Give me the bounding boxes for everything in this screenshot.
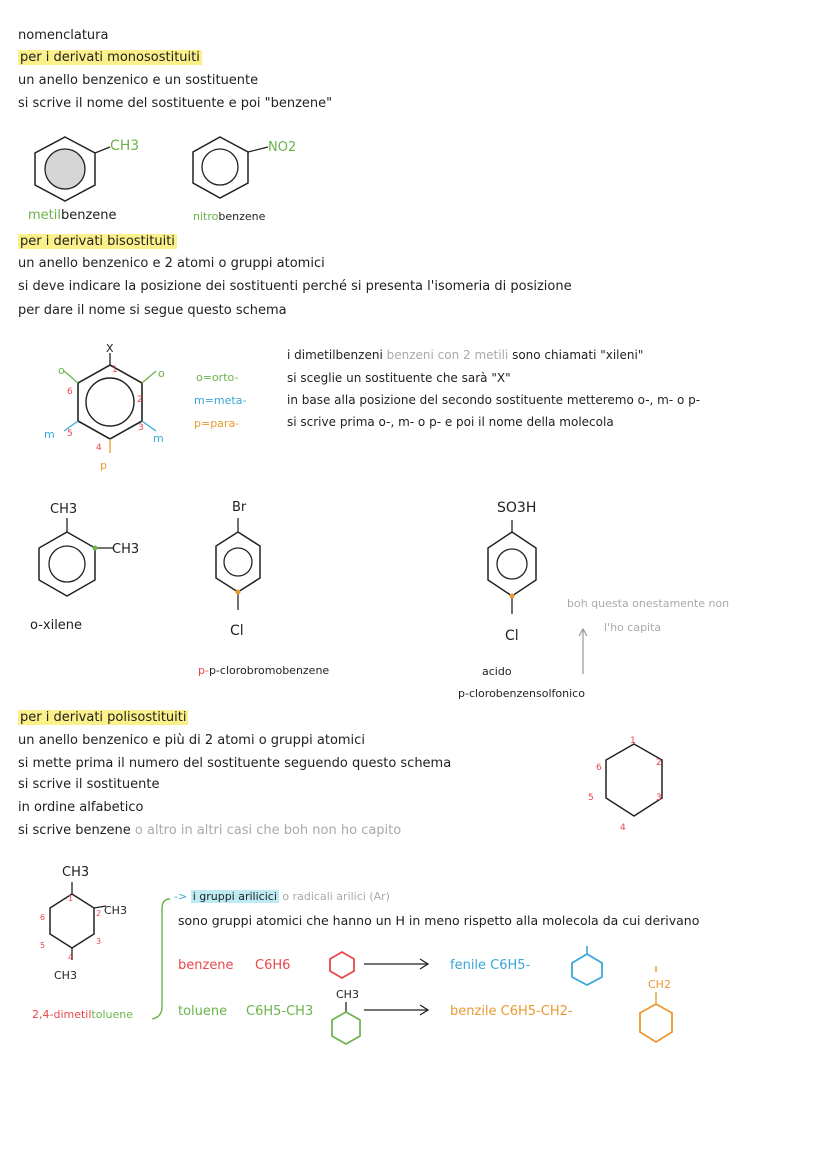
bromo-sub: Br [232, 500, 247, 515]
poly-line-5: si scrive benzene o altro in altri casi che boh non ho capito [18, 823, 402, 838]
hex-num-3: 3 [656, 793, 662, 803]
toluene-sub: CH3 [336, 988, 359, 1001]
dimetiltoluene-top-sub: CH3 [62, 865, 90, 880]
scheme-m-left: m [44, 428, 55, 441]
note-line-2: l'ho capita [604, 621, 662, 634]
fenile-name: fenile C6H5- [450, 958, 531, 973]
page-title: nomenclatura [18, 28, 109, 43]
scheme-num-5: 5 [67, 429, 73, 439]
hex-num-6: 6 [596, 763, 602, 773]
methyl-substituent: CH3 [110, 138, 140, 154]
benzile-sub: CH2 [648, 978, 671, 991]
ex-num-6: 6 [40, 913, 46, 922]
choose-x-line: si sceglie un sostituente che sarà "X" [287, 371, 511, 385]
legend-meta: m=meta- [194, 394, 247, 407]
toluene-name: toluene [178, 1004, 228, 1019]
scheme-num-1: 1 [112, 365, 118, 375]
scheme-num-3: 3 [138, 423, 144, 433]
name-pclorobenzensolfonico: p-clorobenzensolfonico [458, 687, 585, 700]
benzene-small-hexagon [326, 950, 358, 980]
name-nitrobenzene: nitrobenzene [193, 210, 266, 223]
benzene-formula: C6H6 [255, 958, 291, 973]
benzene-ring-methyl [30, 135, 110, 205]
write-prefix-line: si scrive prima o-, m- o p- e poi il nome della molecola [287, 415, 614, 429]
poly-line-1: un anello benzenico e più di 2 atomi o gruppi atomici [18, 733, 365, 748]
position-prefix-line: in base alla posizione del secondo sostituente metteremo o-, m- o p- [287, 393, 701, 407]
arrow-benzene-fenile [362, 957, 434, 971]
aryl-bracket [150, 895, 174, 1025]
dimetiltoluene-bottom-sub: CH3 [54, 969, 77, 982]
numbering-hexagon [596, 740, 676, 830]
scheme-num-4: 4 [96, 443, 102, 453]
scheme-o-left: o [58, 364, 65, 377]
xileni-line: i dimetilbenzeni benzeni con 2 metili sono chiamati "xileni" [287, 348, 644, 362]
oxilene-side-sub: CH3 [112, 542, 140, 557]
pclorobromo-ring [212, 518, 272, 618]
nitro-substituent: NO2 [268, 140, 297, 155]
section-mono-title: per i derivati monosostituiti [20, 50, 200, 65]
dimetiltoluene-ring [40, 882, 120, 962]
chloro-sub-2: Cl [505, 628, 519, 644]
scheme-m-right: m [153, 432, 164, 445]
benzile-hexagon [636, 966, 678, 1050]
name-dimetiltoluene: 2,4-dimetiltoluene [32, 1008, 133, 1021]
name-metilbenzene: metilbenzene [28, 208, 117, 223]
legend-orto: o=orto- [196, 371, 239, 384]
name-oxilene: o-xilene [30, 618, 83, 633]
scheme-x-label: X [106, 342, 114, 355]
ex-num-2: 2 [96, 909, 102, 918]
scheme-o-right: o [158, 367, 165, 380]
oxilene-ring [30, 518, 120, 598]
aryl-definition: sono gruppi atomici che hanno un H in meno rispetto alla molecola da cui derivano [178, 913, 700, 928]
mono-line-2: si scrive il nome del sostituente e poi "benzene" [18, 96, 333, 111]
legend-para: p=para- [194, 417, 240, 430]
ex-num-4: 4 [68, 953, 74, 962]
hex-num-4: 4 [620, 823, 626, 833]
benzene-ring-nitro [190, 135, 270, 205]
note-line-1: boh questa onestamente non [567, 597, 730, 610]
bi-line-1: un anello benzenico e 2 atomi o gruppi atomici [18, 256, 325, 271]
poly-line-4: in ordine alfabetico [18, 800, 144, 815]
hex-num-1: 1 [630, 736, 636, 746]
name-acido: acido [482, 665, 512, 678]
scheme-num-6: 6 [67, 387, 73, 397]
scheme-p-label: p [100, 459, 107, 472]
toluene-formula: C6H5-CH3 [246, 1004, 314, 1019]
sulfonic-ring [484, 520, 544, 620]
benzile-name: benzile C6H5-CH2- [450, 1004, 573, 1019]
bi-line-2: si deve indicare la posizione dei sostituenti perché si presenta l'isomeria di posizione [18, 279, 572, 294]
scheme-num-2: 2 [137, 395, 143, 405]
ex-num-1: 1 [68, 894, 74, 903]
poly-line-3: si scrive il sostituente [18, 777, 160, 792]
bi-line-3: per dare il nome si segue questo schema [18, 303, 287, 318]
section-bi-title: per i derivati bisostituiti [20, 234, 175, 249]
fenile-hexagon [566, 944, 608, 986]
section-poly-title: per i derivati polisostituiti [20, 710, 187, 725]
hex-num-2: 2 [656, 758, 662, 768]
poly-line-2: si mette prima il numero del sostituente seguendo questo schema [18, 756, 452, 771]
sulfonic-sub: SO3H [497, 500, 537, 516]
toluene-hexagon [330, 1000, 364, 1050]
name-pclorobromobenzene: p-p-clorobromobenzene [198, 664, 330, 677]
oxilene-top-sub: CH3 [50, 502, 78, 517]
chloro-sub-1: Cl [230, 623, 244, 639]
aryl-title: -> i gruppi arilicici o radicali arilici (Ar) [174, 890, 390, 903]
arrow-toluene-benzile [362, 1003, 434, 1017]
note-arrow [576, 626, 590, 676]
mono-line-1: un anello benzenico e un sostituente [18, 73, 259, 88]
benzene-name: benzene [178, 958, 234, 973]
ex-num-5: 5 [40, 941, 46, 950]
ex-num-3: 3 [96, 937, 102, 946]
dimetiltoluene-right-sub: CH3 [104, 904, 127, 917]
hex-num-5: 5 [588, 793, 594, 803]
